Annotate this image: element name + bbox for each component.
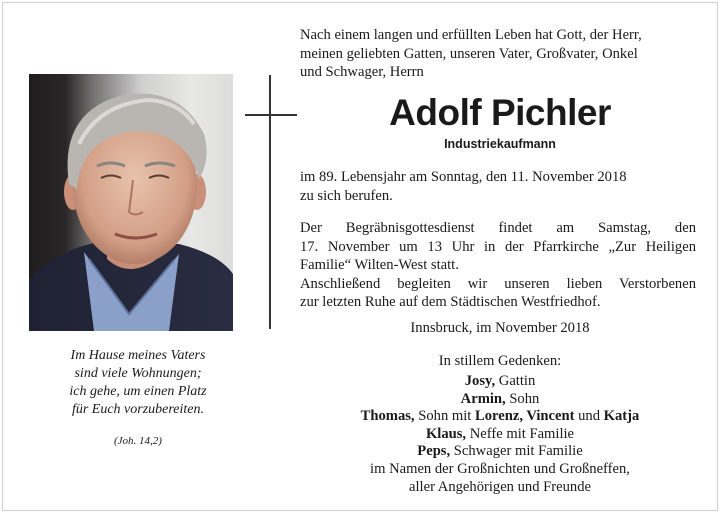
bible-quote <box>23 347 253 419</box>
grandchild-name: Lorenz, <box>475 408 523 425</box>
mourner-line <box>300 408 700 426</box>
mourner-name: Armin, <box>460 390 506 407</box>
intro-line: und Schwager, Herrn <box>300 64 424 80</box>
portrait-photo <box>29 74 233 331</box>
mourners-list <box>300 373 700 496</box>
death-line: im 89. Lebensjahr am Sonntag, den 11. November 2018 <box>300 169 627 185</box>
mourner-relation: Sohn <box>505 390 540 407</box>
mourning-heading: In stillem Gedenken: <box>438 353 562 369</box>
grandchild-name: Katja <box>603 408 640 425</box>
portrait-image <box>29 74 233 331</box>
mourner-name: Josy, <box>464 373 496 389</box>
mourner-line <box>300 443 700 461</box>
mourner-name: Thomas, <box>360 408 415 425</box>
funeral-line: 17. November um 13 Uhr in der Pfarrkirche „Zur Heiligen <box>300 238 696 255</box>
deceased-profession: Industriekaufmann <box>444 137 556 151</box>
obituary-notice <box>2 2 718 511</box>
intro-line: Nach einem langen und erfüllten Leben hat Gott, der Herr, <box>300 27 642 43</box>
grandchild-name: Vincent <box>522 408 575 425</box>
quote-line: sind viele Wohnungen; <box>74 366 202 381</box>
quote-line: Im Hause meines Vaters <box>70 348 206 363</box>
conjunction: und <box>574 408 604 425</box>
intro-text <box>300 26 710 82</box>
funeral-line: Familie“ Wilten-West statt. <box>300 257 459 273</box>
mourner-name: Klaus, <box>425 425 467 442</box>
mourner-line <box>300 426 700 444</box>
mourner-relation: Gattin <box>495 373 536 389</box>
death-line: zu sich berufen. <box>300 187 393 204</box>
mourner-line: aller Angehörigen und Freunde <box>409 478 591 495</box>
cross-horizontal-bar <box>245 114 297 116</box>
quote-line: für Euch vorzubereiten. <box>71 402 205 417</box>
funeral-info <box>300 219 696 312</box>
mourner-name: Peps, <box>417 443 451 460</box>
mourner-line <box>300 373 700 391</box>
quote-line: ich gehe, um einen Platz <box>69 384 207 399</box>
funeral-line: Der Begräbnisgottesdienst findet am Samstag, den <box>300 220 696 236</box>
mourner-relation: Sohn mit <box>414 408 476 425</box>
burial-line: zur letzten Ruhe auf dem Städtischen Westfriedhof. <box>300 294 601 310</box>
intro-line: meinen geliebten Gatten, unseren Vater, Großvater, Onkel <box>300 45 638 62</box>
mourner-relation: Neffe mit Familie <box>466 425 575 442</box>
burial-line: Anschließend begleiten wir unseren lieben Verstorbenen <box>300 275 696 292</box>
place-date: Innsbruck, im November 2018 <box>410 320 590 336</box>
mourner-line <box>300 391 700 409</box>
deceased-name: Adolf Pichler <box>389 92 611 133</box>
quote-reference: (Joh. 14,2) <box>114 435 162 447</box>
mourner-relation: Schwager mit Familie <box>450 443 583 460</box>
mourner-line: im Namen der Großnichten und Großneffen, <box>370 460 630 477</box>
death-info <box>300 168 696 205</box>
